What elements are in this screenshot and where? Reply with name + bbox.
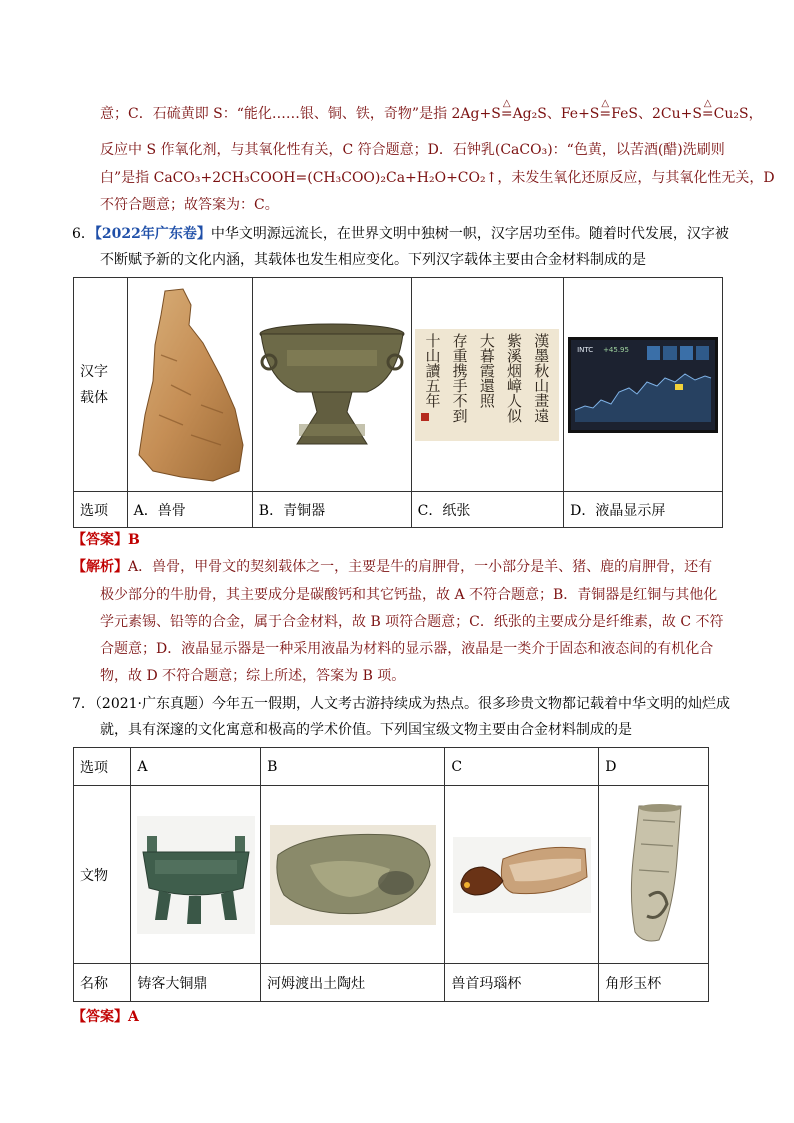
q6-image-cell-c bbox=[411, 278, 564, 492]
q6-image-cell-b bbox=[252, 278, 411, 492]
q6-stem-line-1: 6．【2022年广东卷】中华文明源远流长，在世界文明中独树一帜，汉字居功至伟。随着时代发展，汉字被 bbox=[72, 226, 729, 242]
screen-chart bbox=[571, 364, 715, 424]
q6-analysis-line-5: 物，故 D 不符合题意；综上所述，答案为 B 项。 bbox=[100, 668, 406, 684]
q7-answer: 【答案】A bbox=[72, 1009, 139, 1025]
prev-answer-line-2: 反应中 S 作氧化剂，与其氧化性有关，C 符合题意；D．石钟乳(CaCO₃)：“色黄，以苦酒(醋)洗刷则 bbox=[100, 142, 725, 158]
q6-analysis-line-4: 合题意；D．液晶显示器是一种采用液晶为材料的显示器，液晶是一类介于固态和液态间的有机化合 bbox=[100, 641, 714, 657]
q7-header-a: A bbox=[131, 748, 261, 786]
q6-analysis-line-2: 极少部分的牛肋骨，其主要成分是碳酸钙和其它钙盐，故 A 不符合题意；B．青铜器是红铜与其他化 bbox=[100, 587, 718, 603]
q7-stem-line-2: 就，具有深邃的文化寓意和极高的学术价值。下列国宝级文物主要由合金材料制成的是 bbox=[100, 722, 632, 738]
q6-option-a: A．兽骨 bbox=[127, 492, 252, 528]
calligraphy-col: 存重携手不到 bbox=[450, 332, 469, 423]
q7-header-label: 选项 bbox=[74, 748, 131, 786]
q6-analysis-line-3: 学元素锡、铅等的合金，属于合金材料，故 B 项符合题意；C．纸张的主要成分是纤维素，故 C 不符 bbox=[100, 614, 724, 630]
q7-row2-label: 文物 bbox=[74, 786, 131, 964]
q6-option-c: C．纸张 bbox=[411, 492, 564, 528]
q7-image-cell-b bbox=[261, 786, 445, 964]
oracle-bone-image bbox=[131, 285, 249, 485]
q7-name-b: 河姆渡出土陶灶 bbox=[261, 964, 445, 1002]
q6-image-cell-a bbox=[127, 278, 252, 492]
q7-name-d: 角形玉杯 bbox=[599, 964, 709, 1002]
jade-horn-cup-image bbox=[619, 800, 689, 950]
calligraphy-col: 十山讀五年 bbox=[423, 332, 442, 408]
q7-name-c: 兽首玛瑙杯 bbox=[445, 964, 599, 1002]
q6-options-table bbox=[73, 277, 723, 528]
q7-options-table bbox=[73, 747, 709, 1002]
calligraphy-col: 紫溪烟嶂人似 bbox=[505, 332, 524, 423]
q7-header-d: D bbox=[599, 748, 709, 786]
pottery-stove-image bbox=[270, 825, 436, 925]
q7-image-cell-d bbox=[599, 786, 709, 964]
prev-answer-line-4: 不符合题意；故答案为：C。 bbox=[100, 197, 279, 213]
q7-image-cell-a bbox=[131, 786, 261, 964]
calligraphy-col: 大暮霞還照 bbox=[477, 332, 496, 408]
calligraphy-col: 漢墨秋山畫遠 bbox=[532, 332, 551, 423]
q7-stem-line-1: 7．（2021·广东真题）今年五一假期，人文考古游持续成为热点。很多珍贵文物都记载着中华文明的灿烂成 bbox=[72, 696, 730, 712]
q6-row2-label: 选项 bbox=[74, 492, 128, 528]
screen-panels bbox=[647, 346, 709, 360]
q7-name-a: 铸客大铜鼎 bbox=[131, 964, 261, 1002]
agate-cup-image bbox=[453, 837, 591, 913]
q6-option-b: B．青铜器 bbox=[252, 492, 411, 528]
bronze-vessel-image bbox=[257, 320, 407, 450]
q7-row3-label: 名称 bbox=[74, 964, 131, 1002]
q6-option-d: D．液晶显示屏 bbox=[564, 492, 723, 528]
screen-price: +45.95 bbox=[603, 345, 629, 354]
prev-answer-line-1: 意；C．石硫黄即 S：“能化……银、铜、铁，奇物”是指 2Ag+S △ =Ag₂S、Fe+S △ =FeS、2Cu+S △ =Cu₂S， bbox=[100, 98, 763, 122]
q6-image-cell-d bbox=[564, 278, 723, 492]
seal-stamp bbox=[421, 413, 429, 421]
q6-stem-line-2: 不断赋予新的文化内涵，其载体也发生相应变化。下列汉字载体主要由合金材料制成的是 bbox=[100, 252, 646, 268]
lcd-screen-image bbox=[568, 337, 718, 433]
screen-ticker: INTC bbox=[577, 345, 594, 354]
q7-header-b: B bbox=[261, 748, 445, 786]
prev-answer-line-3: 白”是指 CaCO₃+2CH₃COOH=(CH₃COO)₂Ca+H₂O+CO₂↑，未发生氧化还原反应，与其氧化性无关，D bbox=[100, 170, 775, 186]
q7-image-cell-c bbox=[445, 786, 599, 964]
q6-analysis-line-1: 【解析】A．兽骨，甲骨文的契刻载体之一，主要是牛的肩胛骨，一小部分是羊、猪、鹿的肩胛骨，还有 bbox=[72, 559, 713, 575]
q6-answer: 【答案】B bbox=[72, 532, 140, 548]
q6-row1-label: 汉字 载体 bbox=[74, 278, 128, 492]
q7-header-c: C bbox=[445, 748, 599, 786]
bronze-ding-image bbox=[137, 816, 255, 934]
calligraphy-image bbox=[415, 329, 559, 441]
